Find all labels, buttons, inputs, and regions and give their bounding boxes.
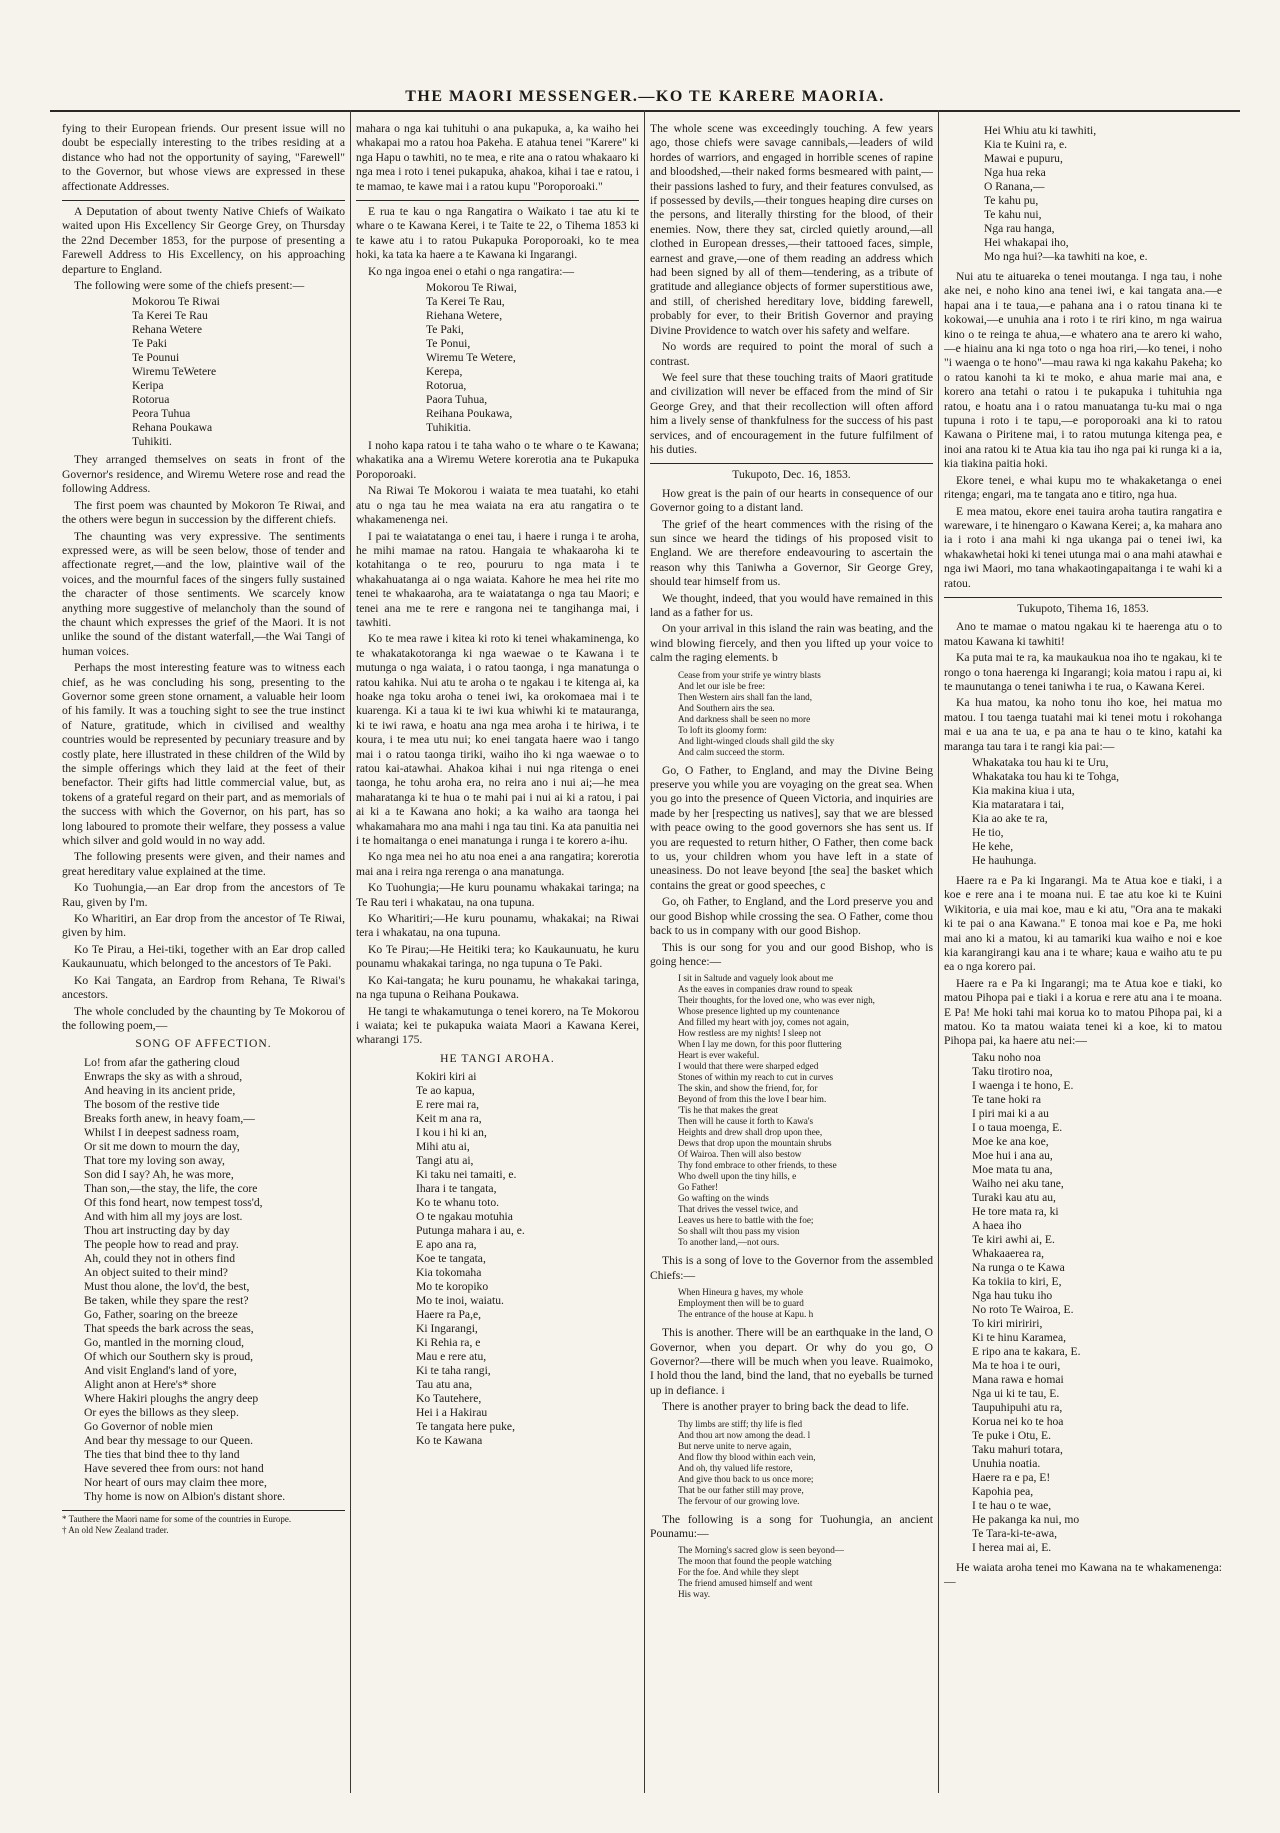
text-line: Hei whakapai iho, xyxy=(984,236,1069,249)
text-line: Waiho nei aku tane, xyxy=(972,1176,1064,1190)
text-line: Te ao kapua, xyxy=(416,1084,475,1098)
verse xyxy=(678,1545,933,1600)
verse xyxy=(972,1051,1222,1555)
section-divider xyxy=(356,200,639,201)
text-line: The moon that found the people watching xyxy=(678,1556,832,1567)
text-line: Te Pounui xyxy=(132,351,180,365)
paragraph: Ko Kai-tangata; he kuru pounamu, he whakakai taringa, na nga tupuna o Reihana Poukawa. xyxy=(356,973,639,1002)
text-line: Go, Father, soaring on the breeze xyxy=(84,1307,238,1321)
text-line: Must thou alone, the lov'd, the best, xyxy=(84,1279,250,1293)
song-title: HE TANGI AROHA. xyxy=(440,1051,555,1065)
text-line: Thou art instructing day by day xyxy=(84,1223,230,1237)
text-line: Employment then will be to guard xyxy=(678,1298,804,1309)
text-line: Ki taku nei tamaiti, e. xyxy=(416,1168,517,1182)
text-line: Lo! from afar the gathering cloud xyxy=(84,1055,240,1069)
text-line: I sit in Saltude and vaguely look about me xyxy=(678,973,834,984)
text-line: Haere ra e pa, E! xyxy=(972,1470,1051,1484)
text-line: Be taken, while they spare the rest? xyxy=(84,1293,249,1307)
text-line: Of Wairoa. Then will also bestow xyxy=(678,1149,802,1160)
text-line: Ah, could they not in others find xyxy=(84,1251,236,1265)
text-line: Stones of within my reach to cut in curves xyxy=(678,1072,834,1083)
text-line: Putunga mahara i au, e. xyxy=(416,1224,525,1238)
he-tangi-aroha xyxy=(416,1070,639,1448)
text-line: To loft its gloomy form: xyxy=(678,724,767,735)
text-line: Mana rawa e homai xyxy=(972,1372,1064,1386)
text-line: He tore mata ra, ki xyxy=(972,1204,1059,1218)
text-line: Kia mataratara i tai, xyxy=(972,798,1065,811)
text-line: Taupuhipuhi atu ra, xyxy=(972,1400,1063,1414)
paragraph: Ano te mamae o matou ngakau ki te haerenga atu o to matou Kawana ki tawhiti! xyxy=(944,620,1222,648)
text-line: Go wafting on the winds xyxy=(678,1193,769,1204)
text-line: Ki te hinu Karamea, xyxy=(972,1330,1067,1344)
text-line: And filled my heart with joy, comes not again, xyxy=(678,1017,849,1028)
paragraph: Ekore tenei, e whai kupu mo te whakaketanga o enei ritenga; engari, ma te tangata ano e titiro, nga hua. xyxy=(944,473,1222,502)
paragraph: Ka puta mai te ra, ka maukaukua noa iho te ngakau, ki te rongo o tona haerenga ki Ingarangi; koia matou i rapu ai, ki te maunutanga o tenei taniwha i te rua, o Kawana Kerei. xyxy=(944,651,1222,693)
text-line: No roto Te Wairoa, E. xyxy=(972,1302,1074,1316)
text-line: Taku noho noa xyxy=(972,1050,1041,1064)
text-line: E apo ana ra, xyxy=(416,1238,477,1252)
text-line: That be our father still may prove, xyxy=(678,1484,804,1495)
paragraph: The first poem was chaunted by Mokoron Te Riwai, and the others were begun in succession by the different chiefs. xyxy=(62,498,345,527)
paragraph: On your arrival in this island the rain was beating, and the wind blowing fiercely, and then you lifted up your voice to calm the raging elements. b xyxy=(650,622,933,665)
section-divider xyxy=(944,597,1222,598)
text-line: Nga ui ki te tau, E. xyxy=(972,1386,1060,1400)
text-line: O Ranana,— xyxy=(984,180,1045,193)
footnotes xyxy=(62,1510,345,1536)
text-line: The people how to read and pray. xyxy=(84,1237,239,1251)
paragraph: Ko Kai Tangata, an Eardrop from Rehana, Te Riwai's ancestors. xyxy=(62,973,345,1002)
paragraph: Ko Tuohungia,—an Ear drop from the ancestors of Te Rau, given by I'm. xyxy=(62,881,345,909)
paragraph: Ko Tuohungia;—He kuru pounamu whakakai taringa; na Te Rau teri i whakatau, na ona tupuna. xyxy=(356,881,639,909)
text-line: Of this fond heart, now tempest toss'd, xyxy=(84,1195,263,1209)
song-continued xyxy=(984,124,1222,264)
text-line: Ko Tautehere, xyxy=(416,1392,482,1406)
text-line: And Southern airs the sea. xyxy=(678,702,775,713)
text-line: Rotorua xyxy=(132,393,170,407)
text-line: Hei i a Hakirau xyxy=(416,1406,488,1420)
paragraph: The grief of the heart commences with the rising of the sun since we heard the tidings of his proposed visit to England. We are therefore endeavouring to ascertain the reason why this Taniwha a Governor, Sir George Grey, should tear himself from us. xyxy=(650,517,933,589)
text-line: And darkness shall be seen no more xyxy=(678,713,811,724)
text-line: Moe hui i ana au, xyxy=(972,1148,1053,1162)
column-3 xyxy=(650,122,933,1793)
column-2 xyxy=(356,122,639,1793)
text-line: Thy fond embrace to other friends, to these xyxy=(678,1160,837,1171)
text-line: Mo nga hui?—ka tawhiti na koe, e. xyxy=(984,250,1148,263)
text-line: Mihi atu ai, xyxy=(416,1140,470,1154)
text-line: Turaki kau atu au, xyxy=(972,1190,1056,1204)
text-line: Have severed thee from ours: not hand xyxy=(84,1461,264,1475)
masthead: THE MAORI MESSENGER.—KO TE KARERE MAORIA. xyxy=(50,88,1240,112)
text-line: That speeds the bark across the seas, xyxy=(84,1321,254,1335)
text-line: And oh, thy valued life restore, xyxy=(678,1462,793,1473)
text-line: And with him all my joys are lost. xyxy=(84,1209,243,1223)
text-line: The bosom of the restive tide xyxy=(84,1097,220,1111)
text-line: Korua nei ko te hoa xyxy=(972,1414,1064,1428)
text-line: Ki Ingarangi, xyxy=(416,1322,478,1336)
text-line: Whakaaerea ra, xyxy=(972,1246,1045,1260)
paragraph: The whole concluded by the chaunting by Te Mokorou of the following poem,— xyxy=(62,1004,345,1032)
paragraph: This is our song for you and our good Bishop, who is going hence:— xyxy=(650,940,933,968)
text-line: Koe te tangata, xyxy=(416,1252,486,1266)
text-line: Then will he cause it forth to Kawa's xyxy=(678,1116,814,1127)
text-line: Kerepa, xyxy=(426,365,463,379)
paragraph: Ko Wharitiri;—He kuru pounamu, whakakai; na Riwai tera i whakatau, na ona tupuna. xyxy=(356,912,639,940)
text-line: O te ngakau motuhia xyxy=(416,1210,513,1224)
text-line: I o taua moenga, E. xyxy=(972,1120,1063,1134)
text-line: E ripo ana te kakara, E. xyxy=(972,1344,1081,1358)
text-line: That tore my loving son away, xyxy=(84,1153,225,1167)
paragraph: Go, oh Father, to England, and the Lord preserve you and our good Bishop while crossing the sea. O Father, come thou back to us in company with our good Bishop. xyxy=(650,895,933,938)
text-line: He tio, xyxy=(972,826,1004,839)
paragraph: E rua te kau o nga Rangatira o Waikato i tae atu ki te whare o te Kawana Kerei, i te Taite te 22, o Tihema 1853 ki te kawe atu i to ratou Pukapuka Poroporoaki, ko te mea hoki, ka tata ka haere a te Kawana ki Ingarangi. xyxy=(356,205,639,262)
text-line: Enwraps the sky as with a shroud, xyxy=(84,1069,243,1083)
text-line: Rehana Wetere xyxy=(132,323,202,337)
dateline: Tukupoto, Dec. 16, 1853. xyxy=(732,468,851,482)
text-line: Wiremu Te Wetere, xyxy=(426,351,516,365)
text-line: The skin, and show the friend, for, for xyxy=(678,1083,818,1094)
text-line: Na runga o te Kawa xyxy=(972,1260,1065,1274)
chief-names-list xyxy=(426,281,639,435)
text-line: Whilst I in deepest sadness roam, xyxy=(84,1125,240,1139)
text-line: Thy home is now on Albion's distant shore. xyxy=(84,1489,286,1503)
paragraph: The following is a song for Tuohungia, an ancient Pounamu:— xyxy=(650,1512,933,1540)
text-line: Nga rau hanga, xyxy=(984,222,1055,235)
text-line: Moe ke ana koe, xyxy=(972,1134,1049,1148)
text-line: Keit m ana ra, xyxy=(416,1112,482,1126)
text-line: E rere mai ra, xyxy=(416,1098,480,1112)
text-line: When Hineura g haves, my whole xyxy=(678,1287,804,1298)
paragraph: This is another. There will be an earthquake in the land, O Governor, when you depart. Or why do you go, O Governor?—there will be much when you leave. Ruaimoko, I hold thou the land, bind the land, that no eyeballs be turned up in defiance. i xyxy=(650,1326,933,1397)
text-line: Peora Tuhua xyxy=(132,407,191,421)
text-line: For the foe. And while they slept xyxy=(678,1567,799,1578)
text-line: That drives the vessel twice, and xyxy=(678,1204,798,1215)
text-line: I kou i hi ki an, xyxy=(416,1126,487,1140)
text-line: † An old New Zealand trader. xyxy=(62,1524,169,1535)
text-line: Heights and drew shall drop upon thee, xyxy=(678,1127,823,1138)
text-line: I herea mai ai, E. xyxy=(972,1540,1052,1554)
text-line: Ta Kerei Te Rau, xyxy=(426,295,505,309)
paragraph: A Deputation of about twenty Native Chiefs of Waikato waited upon His Excellency Sir George Grey, on Thursday the 22nd December 1853, for the purpose of presenting a Farewell Address to His Excellency, on his approaching departure to England. xyxy=(62,205,345,276)
paragraph: He tangi te whakamutunga o tenei korero, na Te Mokorou i waiata; kei te pukapuka waiata Maori a Kawana Kerei, wharangi 175. xyxy=(356,1004,639,1047)
text-line: The entrance of the house at Kapu. h xyxy=(678,1309,814,1320)
paragraph: The whole scene was exceedingly touching. A few years ago, those chiefs were savage cannibals,—leaders of wild hordes of warriors, and engaged in horrible scenes of rapine and bloodshed,—their naked forms besmeared with paint,—their passions lashed to fury, and their features convulsed, as if possessed by devils,—their tongues heaping dire curses on the persons, and literally thirsting for the blood, of their enemies. Now, there they sat, circled quietly around,—all clothed in European dresses,—their tattooed faces, simple, earnest and grave,—one of them reading an address which had been signed by all of them—tendering, as a tribute of gratitude and allegiance objects of former superstitious awe, and still, of cherished hereditary love, bidding farewell, probably for ever, to their British Governor and praying Divine Providence to watch over his safety and welfare. xyxy=(650,122,933,337)
text-line: And thou art now among the dead. l xyxy=(678,1429,811,1440)
text-line: The friend amused himself and went xyxy=(678,1578,813,1589)
text-line: Go Father! xyxy=(678,1182,719,1193)
text-line: Or eyes the billows as they sleep. xyxy=(84,1405,239,1419)
text-line: Rehana Poukawa xyxy=(132,421,213,435)
paragraph: mahara o nga kai tuhituhi o ana pukapuka, a, ka waiho hei whakapai mo a ratou hoa Pakeha. E atahua tenei "Karere" ki nga Hapu o tawhiti, no te mea, e rite ana o ratou whakaaro ki nga mea i roto i tenei pukapuka, ahakoa, kihai i tae e ratou, i te mamao, te kawe mai i a ratou kupu "Poroporoaki." xyxy=(356,122,639,193)
text-line: Tau atu ana, xyxy=(416,1378,473,1392)
text-line: Kia ao ake te ra, xyxy=(972,812,1048,825)
text-line: Paora Tuhua, xyxy=(426,393,488,407)
verse xyxy=(678,1287,933,1320)
text-line: Kokiri kiri ai xyxy=(416,1070,477,1084)
paragraph: Ko nga mea nei ho atu noa enei a ana rangatira; korerotia mai ana i reira nga rerenga o ana manatunga. xyxy=(356,850,639,878)
paragraph: We thought, indeed, that you would have remained in this land as a father for us. xyxy=(650,591,933,619)
text-line: He pakanga ka nui, mo xyxy=(972,1512,1080,1526)
paragraph: Ka hua matou, ka noho tonu iho koe, hei matua mo matou. I tou taenga tuatahi mai ki tenei motu i rokohanga mai e ua ana te ua, e pa ana te hau o te kino, katahi ka maranga tau tara i te rangi kia pai:— xyxy=(944,696,1222,753)
text-line: Reihana Poukawa, xyxy=(426,407,513,421)
paragraph: I pai te waiatatanga o enei tau, i haere i runga i te aroha, he mihi mamae na ratou. Hangaia te whakaaroha ki te kotahitanga o te reo, poururu to nga mata i te whakahuatanga ai o nga waiata. Kahore he mea hei rite mo tenei te whakaaroha, ara te waiatatanga o nga tau Maori; e tenei ana me te rere e rangona nei te tangihanga mai, i tawhiti. xyxy=(356,529,639,629)
verse xyxy=(972,756,1222,868)
text-line: And let our isle be free: xyxy=(678,680,765,691)
text-line: Where Hakiri ploughs the angry deep xyxy=(84,1391,259,1405)
text-line: Te kahu pu, xyxy=(984,194,1039,207)
column-rule xyxy=(350,110,351,1793)
text-line: Te Tara-ki-te-awa, xyxy=(972,1526,1058,1540)
text-line: Mokorou Te Riwai, xyxy=(426,281,517,295)
text-line: Ko te Kawana xyxy=(416,1434,483,1448)
text-line: Ki te taha rangi, xyxy=(416,1364,491,1378)
text-line: Than son,—the stay, the life, the core xyxy=(84,1181,258,1195)
text-line: Te tane hoki ra xyxy=(972,1092,1042,1106)
dateline: Tukupoto, Tihema 16, 1853. xyxy=(1017,601,1149,615)
text-line: Kia te Kuini ra, e. xyxy=(984,138,1068,151)
text-line: 'Tis he that makes the great xyxy=(678,1105,779,1116)
text-line: A haea iho xyxy=(972,1218,1022,1232)
text-line: Whose presence lighted up my countenance xyxy=(678,1006,840,1017)
paragraph: They arranged themselves on seats in front of the Governor's residence, and Wiremu Wetere rose and read the following Address. xyxy=(62,453,345,496)
paragraph: The chaunting was very expressive. The sentiments expressed were, as will be seen below, those of tender and affectionate regret,—and the low, plaintive wail of the voices, and the mournful faces of the singers fully sustained the character of those sentiments. We scarcely know anything more suggestive of melancholy than the sound of the chaunt which expresses the grief of the Maori. It is not unlike the sound of the distant waterfall,—the Wai Tangi of human voices. xyxy=(62,529,345,658)
text-line: But nerve unite to nerve again, xyxy=(678,1440,792,1451)
text-line: An object suited to their mind? xyxy=(84,1265,228,1279)
text-line: And light-winged clouds shall gild the sky xyxy=(678,735,835,746)
text-line: Leaves us here to battle with the foe; xyxy=(678,1215,814,1226)
text-line: Thy limbs are stiff; thy life is fled xyxy=(678,1418,803,1429)
text-line: Mau e rere atu, xyxy=(416,1350,487,1364)
text-line: Mawai e pupuru, xyxy=(984,152,1063,165)
text-line: Tuhikiti. xyxy=(132,435,172,449)
text-line: Heart is ever wakeful. xyxy=(678,1050,760,1061)
text-line: Breaks forth anew, in heavy foam,— xyxy=(84,1111,255,1125)
text-line: Their thoughts, for the loved one, who was ever nigh, xyxy=(678,995,875,1006)
text-line: Taku mahuri totara, xyxy=(972,1442,1063,1456)
text-line: Beyond of from this the love I bear him. xyxy=(678,1094,827,1105)
text-line: He hauhunga. xyxy=(972,854,1037,867)
text-line: Then Western airs shall fan the land, xyxy=(678,691,813,702)
text-line: Ko te whanu toto. xyxy=(416,1196,500,1210)
text-line: Riehana Wetere, xyxy=(426,309,503,323)
text-line: Te Paki, xyxy=(426,323,464,337)
paragraph: Perhaps the most interesting feature was to witness each chief, as he was concluding his song, presenting to the Governor some green stone ornament, a valuable heir loom of his family. It was a touching sight to see the true instinct of Nature, gratitude, which in civilised and wealthy countries would be represented by pecuniary treasure and by costly plate, here illustrated in these children of the Wild by the simple offerings which they laid at the feet of their benefactor. Their gifts had little commercial value, but, as tokens of a grateful regard on their part, and as memorials of the success with which the Governor, on his part, has so long laboured to promote their welfare, they possess a value which silver and gold would in no way add. xyxy=(62,661,345,848)
text-line: To kiri miririri, xyxy=(972,1316,1043,1330)
paragraph: We feel sure that these touching traits of Maori gratitude and civilization will never be effaced from the mind of Sir George Grey, and that their recollection will often afford him a lively sense of thankfulness for the success of his past services, and of encouragement in the future fulfilment of his duties. xyxy=(650,370,933,456)
text-line: Ta Kerei Te Rau xyxy=(132,309,208,323)
paragraph: Ko Te Pirau, a Hei-tiki, together with an Ear drop called Kaukaunuatu, which belonged to the ancestors of Te Paki. xyxy=(62,942,345,971)
text-line: Te Paki xyxy=(132,337,167,351)
chief-names-list xyxy=(132,295,345,449)
text-line: Tangi atu ai, xyxy=(416,1154,474,1168)
text-line: And heaving in its ancient pride, xyxy=(84,1083,236,1097)
song-of-affection xyxy=(84,1056,345,1504)
text-line: Cease from your strife ye wintry blasts xyxy=(678,669,821,680)
text-line: Mo te koropiko xyxy=(416,1280,489,1294)
text-line: Te puke i Otu, E. xyxy=(972,1428,1052,1442)
text-line: Nga hua reka xyxy=(984,166,1046,179)
text-line: Dews that drop upon the mountain shrubs xyxy=(678,1138,832,1149)
paragraph: No words are required to point the moral of such a contrast. xyxy=(650,340,933,368)
text-line: Ka tokiia to kiri, E, xyxy=(972,1274,1062,1288)
text-line: He kehe, xyxy=(972,840,1014,853)
text-line: Son did I say? Ah, he was more, xyxy=(84,1167,234,1181)
column-1 xyxy=(62,122,345,1793)
text-line: As the eaves in companies draw round to speak xyxy=(678,984,853,995)
text-line: The ties that bind thee to thy land xyxy=(84,1447,240,1461)
text-line: Tuhikitia. xyxy=(426,421,471,435)
paragraph: This is a song of love to the Governor from the assembled Chiefs:— xyxy=(650,1254,933,1282)
text-line: I te hau o te wae, xyxy=(972,1498,1052,1512)
text-line: I piri mai ki a au xyxy=(972,1106,1049,1120)
paragraph: He waiata aroha tenei mo Kawana na te whakamenenga:— xyxy=(944,1560,1222,1589)
section-divider xyxy=(650,463,933,464)
text-line: Of which our Southern sky is proud, xyxy=(84,1349,254,1363)
text-line: Te Ponui, xyxy=(426,337,471,351)
text-line: The Morning's sacred glow is seen beyond— xyxy=(678,1545,844,1556)
text-line: Te kahu nui, xyxy=(984,208,1042,221)
text-line: Ihara i te tangata, xyxy=(416,1182,497,1196)
text-line: Nga hau tuku iho xyxy=(972,1288,1053,1302)
song-title: SONG OF AFFECTION. xyxy=(135,1037,272,1051)
text-line: Whakataka tou hau ki te Tohga, xyxy=(972,770,1120,783)
text-line: * Tauthere the Maori name for some of the countries in Europe. xyxy=(62,1513,292,1524)
text-line: And bear thy message to our Queen. xyxy=(84,1433,254,1447)
text-line: Te kiri awhi ai, E. xyxy=(972,1232,1055,1246)
text-line: And calm succeed the storm. xyxy=(678,746,785,757)
text-line: Haere ra Pa,e, xyxy=(416,1308,482,1322)
paragraph: fying to their European friends. Our present issue will no doubt be especially interesting to the tribes residing at a distance who had not the opportunity of saying, "Farewell" to the Governor, but whose views are expressed in these affectionate Addresses. xyxy=(62,122,345,193)
text-line: Go, mantled in the morning cloud, xyxy=(84,1335,245,1349)
text-line: The fervour of our growing love. xyxy=(678,1495,800,1506)
text-line: Rotorua, xyxy=(426,379,467,393)
paragraph: How great is the pain of our hearts in consequence of our Governor going to a distant land. xyxy=(650,486,933,515)
column-rule xyxy=(644,110,645,1793)
text-line: Keripa xyxy=(132,379,164,393)
verse xyxy=(678,670,933,758)
paragraph: E mea matou, ekore enei tauira aroha tautira rangatira e wareware, i te hinengaro o Kawana Kerei; a, ka mahara ano ia i roto i ana mahi ki nga ukanga pai o tenei iwi, ka whakawhetai hoki ki tenei utunga mai o ana mahi atawhai e nga iwi Maori, mo tana whakaotingapaitanga i te wahi ki a ratou. xyxy=(944,504,1222,590)
text-line: Taku tirotiro noa, xyxy=(972,1064,1053,1078)
paragraph: I noho kapa ratou i te taha waho o te whare o te Kawana; whakatika ana a Wiremu Wetere korerotia ana te Pukapuka Poroporoaki. xyxy=(356,439,639,481)
column-rule xyxy=(938,110,939,1793)
paragraph: Ko nga ingoa enei o etahi o nga rangatira:— xyxy=(368,264,575,278)
paragraph: The following were some of the chiefs present:— xyxy=(74,279,305,293)
text-line: Moe mata tu ana, xyxy=(972,1162,1053,1176)
text-line: How restless are my nights! I sleep not xyxy=(678,1028,822,1039)
text-line: And visit England's land of yore, xyxy=(84,1363,237,1377)
paragraph: There is another prayer to bring back the dead to life. xyxy=(662,1400,909,1414)
verse xyxy=(678,973,933,1248)
text-line: I would that there were sharped edged xyxy=(678,1061,819,1072)
text-line: And give thou back to us once more; xyxy=(678,1473,814,1484)
text-line: Kia makina kiua i uta, xyxy=(972,784,1075,797)
text-line: Or sit me down to mourn the day, xyxy=(84,1139,240,1153)
section-divider xyxy=(62,200,345,201)
paragraph: Na Riwai Te Mokorou i waiata te mea tuatahi, ko etahi atu o nga tau he mea waiata na era atu rangatira o te whakamenenga nei. xyxy=(356,484,639,527)
text-line: Go Governor of noble mien xyxy=(84,1419,213,1433)
paragraph: The following presents were given, and their names and great hereditary value explained at the time. xyxy=(62,850,345,878)
text-line: Kia tokomaha xyxy=(416,1266,482,1280)
text-line: Kapohia pea, xyxy=(972,1484,1034,1498)
text-line: Nor heart of ours may claim thee more, xyxy=(84,1475,267,1489)
text-line: When I lay me down, for this poor fluttering xyxy=(678,1039,842,1050)
text-line: Mo te inoi, waiatu. xyxy=(416,1294,504,1308)
text-line: I waenga i te hono, E. xyxy=(972,1078,1074,1092)
text-line: Wiremu TeWetere xyxy=(132,365,217,379)
text-line: To another land,—not ours. xyxy=(678,1237,780,1248)
text-line: His way. xyxy=(678,1589,711,1600)
text-line: Whakataka tou hau ki te Uru, xyxy=(972,756,1109,769)
text-line: Te tangata here puke, xyxy=(416,1420,515,1434)
text-line: Who dwell upon the tiny hills, e xyxy=(678,1171,797,1182)
text-line: Hei Whiu atu ki tawhiti, xyxy=(984,124,1097,137)
verse xyxy=(678,1419,933,1507)
paragraph: Ko te mea rawe i kitea ki roto ki tenei whakaminenga, ko te whakatakotoranga ki nga waewae o te Kawana i te mutunga o nga waiata, i o ratou taonga, i nga manatunga o ratou kahika. Nui atu te aroha o te ngakau i te kitenga ai, ka hoake nga toku aroha o tenei iwi, ka orokomaea mai i te kuarenga. Ki a taua ki te iwi kua whiwhi ki te matauranga, ki te iwi rawa, e hoatu ana nga mea aroha i te hiriwa, i te koura, i te mea utu nui; ko enei tangata haere wao i tango mai i o ratou taonga tiriki, waiho iho ki nga waewae o to ratou kai-atawhai. Ahakoa kihai i nui nga ritenga o enei taonga, he tohu aroha era, no reira ano i nui ai;—he mea maharatanga ki te hua o te mahi pai i nui ai ki a ratou, i pai ai ki a te Kawana ano hoki; a ka waiho ara taonga hei whakamahara mo ana mahi i nga tau tini. Ka ata panuitia nei i te homaitanga o enei manatunga i runga i te korero a-ihu. xyxy=(356,632,639,848)
paragraph: Ko Te Pirau;—He Heitiki tera; ko Kaukaunuatu, he kuru pounamu whakakai taringa, no nga tupuna o Te Paki. xyxy=(356,942,639,971)
paragraph: Haere ra e Pa ki Ingarangi; ma te Atua koe e tiaki, ko matou Pihopa pai e tiaki i a korua e rere atu ana i te moana. E Pa! Me hoki tahi mai korua ko to matou Pihopa pai, ki a matou. Ko ta matou waiata tenei ki a koe, ki to matou Pihopa pai, ka haere atu nei:— xyxy=(944,976,1222,1048)
text-line: Unuhia noatia. xyxy=(972,1456,1041,1470)
text-line: Ma te hoa i te ouri, xyxy=(972,1358,1061,1372)
text-line: Mokorou Te Riwai xyxy=(132,295,220,309)
paragraph: Haere ra e Pa ki Ingarangi. Ma te Atua koe e tiaki, i a koe e rere ana i te moana nui. E tae atu koe ki te Kuini Wikitoria, e uia mai koe, mau e ki atu, "Ora ana te makaki ki te pai o ana Kawana." E tonoa mai koe e Pa, me hoki mai ano ki a matou, ki au tamariki kua waiho e noi e koe kia karangirangi kau ana i te whare; kaua e waiho atu te pu ea o nga korero pai. xyxy=(944,874,1222,974)
column-4 xyxy=(944,122,1222,1793)
paragraph: Nui atu te aituareka o tenei moutanga. I nga tau, i nohe ake nei, e noho kino ana tenei iwi, e kai tangata ana.—e hapai ana i te taua,—e pahana ana i o ratou tinana ki te kokowai,—e unuhia ana i roto i te riri kino, m nga wairua kino o te reinga te ahua,—e whatero ana te arero ki waho,—e hiainu ana ki nga toto o nga hoa riri,—ko tenei, i noho "i waenga o te hono"—mau rawa ki nga kakahu Pakeha; ko o ratou kanohi ta ki te moko, e ahua marie mai ana, e korero ana tetahi o ratou i te pukapuka i tuhituhia nga ratou, e hoatu ana i o ratou manuatanga tu-ku mai o nga tupuna i roto i te tapu,—e poroporoaki ana ki to ratou Kawana o Piritene mai, i to ratou mutunga kitenga pea, e inoi ana ratou ki te Atua kia tau iho nga pai ki runga ki a ia, kia tiakina paitia hoki. xyxy=(944,270,1222,471)
text-line: So shall wilt thou pass my vision xyxy=(678,1226,800,1237)
paragraph: Go, O Father, to England, and may the Divine Being preserve you while you are voyaging on the great sea. When you go into the presence of Queen Victoria, and inquiries are made by her [respecting us natives], say that we are blessed with peace owing to the good governors she has sent us. If you are requested to return hither, O Father, then come back to us, your children whom you have left in a state of uneasiness. Do not leave beyond [the sea] the basket which contains the great or good speeches, c xyxy=(650,763,933,892)
text-line: Ki Rehia ra, e xyxy=(416,1336,481,1350)
text-line: Alight anon at Here's* shore xyxy=(84,1377,217,1391)
paragraph: Ko Wharitiri, an Ear drop from the ancestor of Te Riwai, given by him. xyxy=(62,912,345,940)
text-line: And flow thy blood within each vein, xyxy=(678,1451,816,1462)
